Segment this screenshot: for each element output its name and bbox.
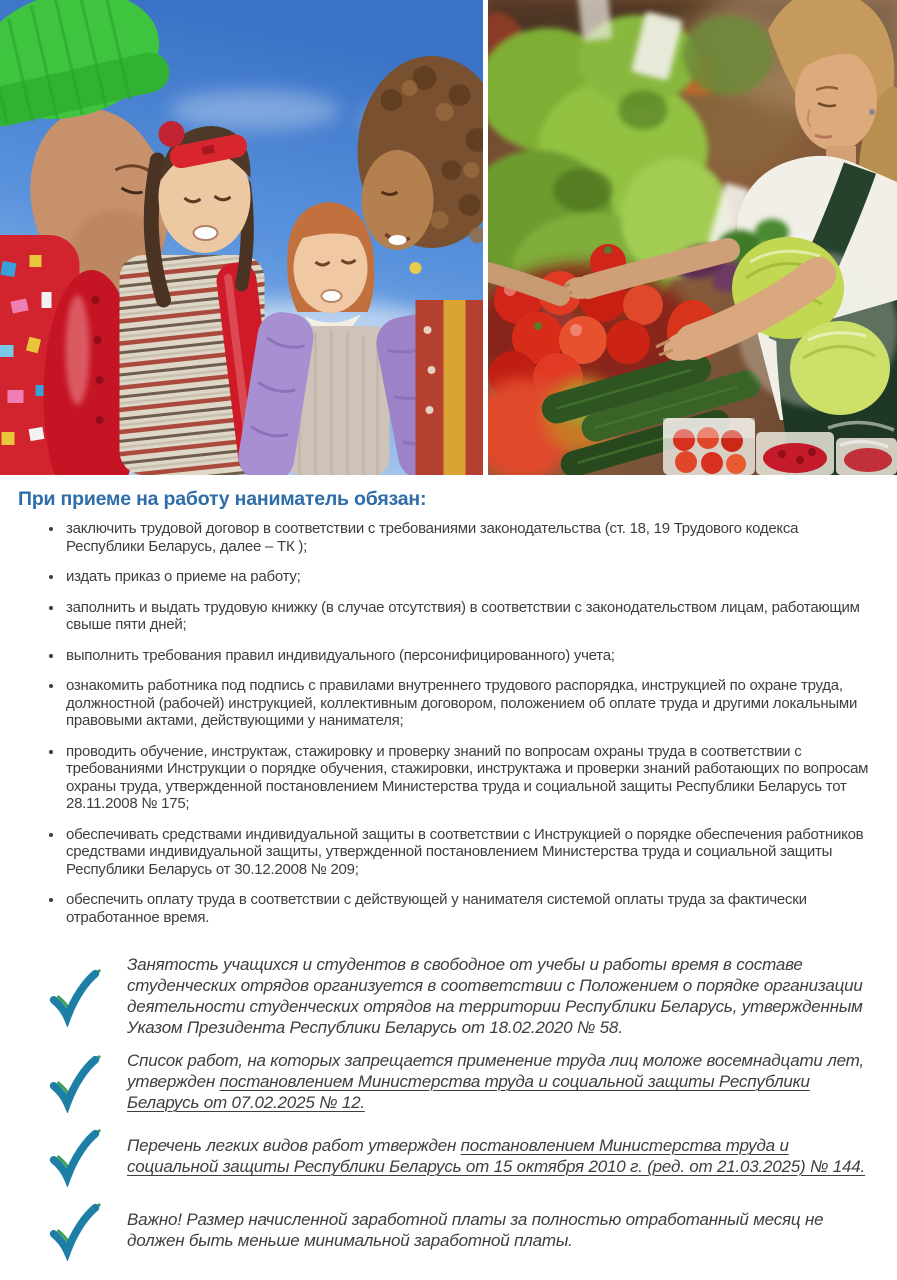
note-plain-text: Важно! Размер начисленной заработной платы за полностью отработанный месяц не должен быть меньше минимальной заработной платы.	[127, 1210, 824, 1250]
checkmark-icon	[45, 1125, 105, 1187]
obligation-item: • выполнить требования правил индивидуального (персонифицированного) учета;	[64, 647, 876, 665]
note-row	[45, 1050, 877, 1113]
note-text	[127, 1209, 877, 1251]
hair-scrunchie	[159, 121, 185, 147]
note-row	[45, 1199, 877, 1261]
note-plain-text: Занятость учащихся и студентов в свободное от учебы и работы время в составе студенческих отрядов организуется в соответствии с Положением о порядке организации деятельности студенческих отрядов на территории Республики Беларусь, утвержденным Указом Президента Республики Беларусь от 18.02.2020 № 58.	[127, 955, 863, 1037]
note-text	[127, 1135, 877, 1177]
obligations-list	[18, 520, 877, 926]
checkmark-icon	[45, 1199, 105, 1261]
note-text	[127, 954, 877, 1038]
note-text	[127, 1050, 877, 1113]
checkmark-icon	[45, 965, 105, 1027]
photo-strip	[0, 0, 897, 475]
obligation-item: • обеспечить оплату труда в соответствии с действующей у нанимателя системой оплаты труда за фактически отработанное время.	[64, 891, 876, 926]
earring	[869, 109, 875, 115]
note-row	[45, 1125, 877, 1187]
photo-market-illustration	[488, 0, 897, 475]
obligation-item: • обеспечивать средствами индивидуальной защиты в соответствии с Инструкцией о порядке обеспечения работников средствами индивидуальной защиты, утвержденной постановлением Министерства труда и социальной защиты Республики Беларусь от 30.12.2008 № 209;	[64, 826, 876, 879]
note-plain-text: Перечень легких видов работ утвержден	[127, 1136, 461, 1155]
earring	[410, 262, 422, 274]
photo-young-people	[0, 0, 483, 475]
obligation-item: • заполнить и выдать трудовую книжку (в случае отсутствия) в соответствии с законодательством лицам, работающим свыше пяти дней;	[64, 599, 876, 634]
note-underlined-reference: постановлением Министерства труда и социальной защиты Республики Беларусь от 07.02.2025 № 12.	[127, 1072, 810, 1112]
notes-list	[18, 954, 877, 1261]
photo-market	[488, 0, 897, 475]
note-underlined-reference: постановлением Министерства труда и социальной защиты Республики Беларусь от 15 октября 2010 г. (ред. от 21.03.2025) № 144.	[127, 1136, 866, 1176]
note-plain-text: Список работ, на которых запрещается применение труда лиц моложе восемнадцати лет, утвержден	[127, 1051, 864, 1091]
obligation-item: • издать приказ о приеме на работу;	[64, 568, 876, 586]
obligation-item: • ознакомить работника под подпись с правилами внутреннего трудового распорядка, инструкцией по охране труда, должностной (рабочей) инструкцией, коллективным договором, положением об оплате труда и другими локальными правовыми актами, действующими у нанимателя;	[64, 677, 876, 730]
content-area	[0, 475, 897, 1261]
page-title: При приеме на работу наниматель обязан:	[18, 488, 427, 510]
obligation-item: • проводить обучение, инструктаж, стажировку и проверку знаний по вопросам охраны труда в соответствии с требованиями Инструкции о порядке обучения, стажировки, инструктажа и проверки знаний работающих по вопросам охраны труда, утвержденной постановлением Министерства труда и социальной защиты Республики Беларусь тот 28.11.2008 № 175;	[64, 743, 876, 813]
photo-young-people-illustration	[0, 0, 483, 475]
obligation-item: • заключить трудовой договор в соответствии с требованиями законодательства (ст. 18, 19 Трудового кодекса Республики Беларусь, далее – ТК );	[64, 520, 876, 555]
note-row	[45, 954, 877, 1038]
checkmark-icon	[45, 1051, 105, 1113]
